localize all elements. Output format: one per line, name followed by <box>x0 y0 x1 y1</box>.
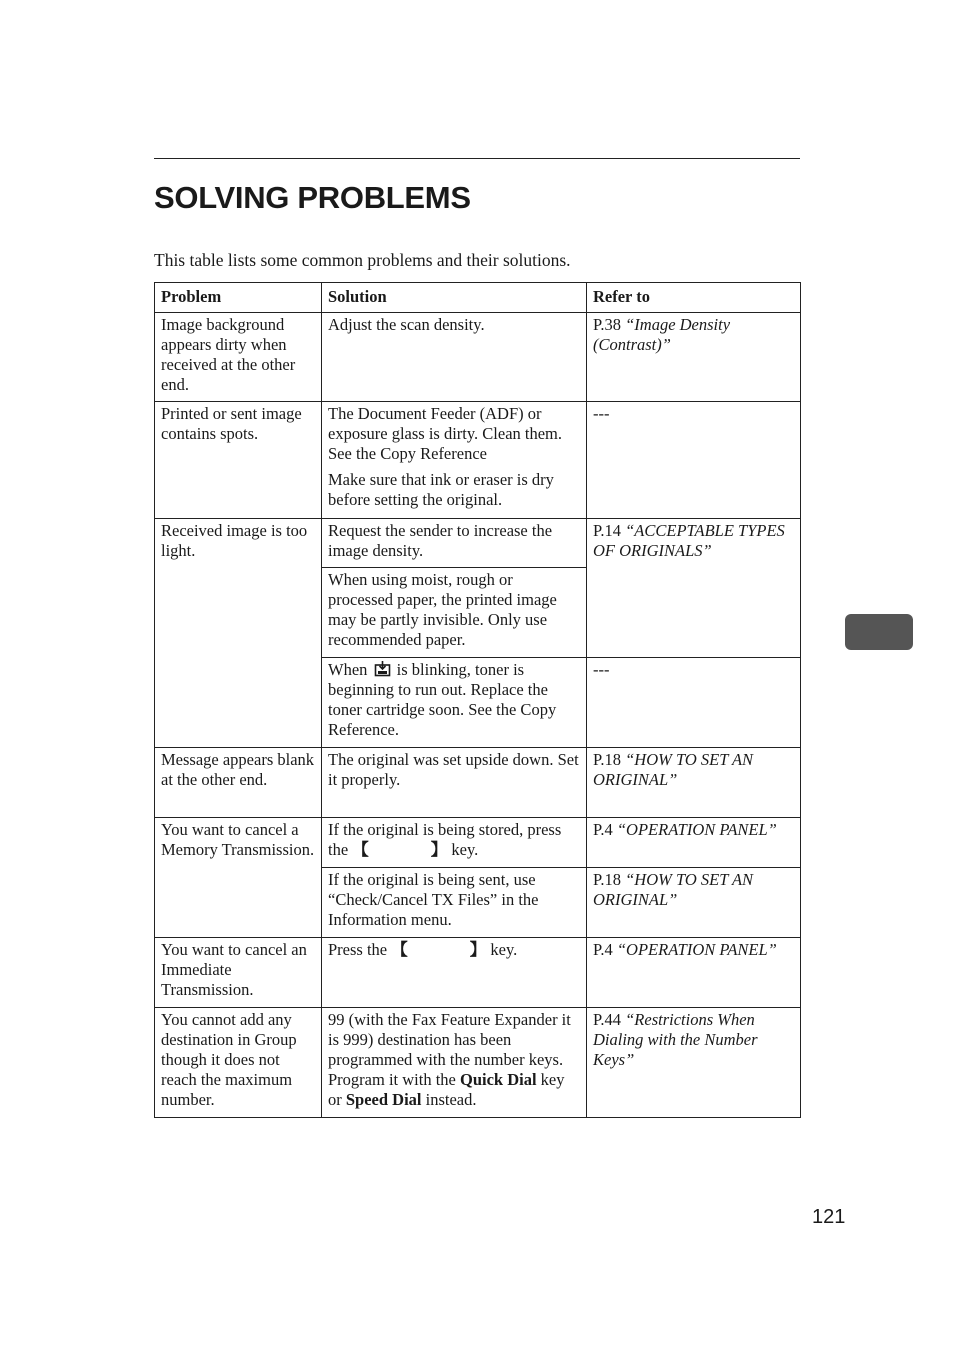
key-bracket-close: 】 <box>469 940 487 959</box>
ref-page: P.38 <box>593 315 621 334</box>
solution-cell <box>322 818 587 868</box>
refer-cell: --- <box>587 402 801 519</box>
refer-cell <box>587 938 801 1008</box>
table-row <box>155 818 801 868</box>
solution-paragraph: Make sure that ink or eraser is dry before setting the original. <box>328 470 554 509</box>
solution-text: Press the <box>328 940 388 959</box>
intro-text: This table lists some common problems and their solutions. <box>154 250 571 270</box>
key-bracket-open: 【 <box>391 940 408 959</box>
table-row <box>155 402 801 519</box>
table-row <box>155 313 801 402</box>
header-problem: Problem <box>155 283 322 313</box>
ref-page: P.18 <box>593 870 621 889</box>
problem-cell: Printed or sent image contains spots. <box>155 402 322 519</box>
refer-cell <box>587 868 801 938</box>
ref-title: “HOW TO SET AN ORIGINAL” <box>593 750 754 789</box>
ref-page: P.44 <box>593 1010 621 1029</box>
solution-text: key. <box>490 940 518 959</box>
solution-cell: Adjust the scan density. <box>322 313 587 402</box>
table-row <box>155 748 801 818</box>
ref-title: “HOW TO SET AN ORIGINAL” <box>593 870 754 909</box>
speed-dial-keyname: Speed Dial <box>345 1090 422 1109</box>
ref-page: P.18 <box>593 750 621 769</box>
refer-cell: --- <box>587 658 801 748</box>
solution-paragraph: The Document Feeder (ADF) or exposure glass is dirty. Clean them. See the Copy Reference <box>328 404 563 463</box>
solution-cell <box>322 658 587 748</box>
page-number: 121 <box>812 1206 846 1228</box>
problem-cell: Received image is too light. <box>155 519 322 748</box>
problem-cell: You want to cancel an Immediate Transmission. <box>155 938 322 1008</box>
solution-text: instead. <box>425 1090 477 1109</box>
ref-page: P.14 <box>593 521 621 540</box>
solution-cell: The original was set upside down. Set it properly. <box>322 748 587 818</box>
solution-cell: When using moist, rough or processed paper, the printed image may be partly invisible. Only use recommended paper. <box>322 568 587 658</box>
ref-title: “ACCEPTABLE TYPES OF ORIGINALS” <box>593 521 785 560</box>
key-bracket-open: 【 <box>352 840 369 859</box>
solution-cell <box>322 938 587 1008</box>
ref-title: “Image Density (Contrast)” <box>593 315 731 354</box>
header-solution: Solution <box>322 283 587 313</box>
refer-cell <box>587 1008 801 1118</box>
solution-cell: Request the sender to increase the image density. <box>322 519 587 568</box>
chapter-tab <box>845 614 913 650</box>
ref-title: “OPERATION PANEL” <box>616 820 777 839</box>
toner-icon <box>374 660 391 677</box>
solution-text: When <box>328 660 368 679</box>
solution-cell: If the original is being sent, use “Check/Cancel TX Files” in the Information menu. <box>322 868 587 938</box>
problem-cell: You cannot add any destination in Group though it does not reach the maximum number. <box>155 1008 322 1118</box>
refer-cell <box>587 748 801 818</box>
refer-cell <box>587 519 801 658</box>
quick-dial-keyname: Quick Dial <box>459 1070 537 1089</box>
solution-text: key or <box>328 1070 565 1109</box>
ref-title: “Restrictions When Dialing with the Number Keys” <box>593 1010 758 1069</box>
ref-page: P.4 <box>593 820 613 839</box>
solution-cell <box>322 1008 587 1118</box>
solution-text: If the original is being stored, press the <box>328 820 562 859</box>
solution-text: 99 (with the Fax Feature Expander it is 999) destination has been programmed with the number keys. Program it with the <box>328 1010 571 1089</box>
problem-cell: You want to cancel a Memory Transmission. <box>155 818 322 938</box>
refer-cell <box>587 818 801 868</box>
problems-table <box>154 282 801 1118</box>
ref-page: P.4 <box>593 940 613 959</box>
table-row <box>155 938 801 1008</box>
ref-title: “OPERATION PANEL” <box>616 940 777 959</box>
header-rule <box>154 158 800 159</box>
solution-cell <box>322 402 587 519</box>
solution-text: key. <box>451 840 479 859</box>
table-row <box>155 519 801 568</box>
table-header-row <box>155 283 801 313</box>
problem-cell: Image background appears dirty when received at the other end. <box>155 313 322 402</box>
page-title: SOLVING PROBLEMS <box>154 180 471 215</box>
refer-cell <box>587 313 801 402</box>
table-row <box>155 1008 801 1118</box>
problem-cell: Message appears blank at the other end. <box>155 748 322 818</box>
solution-text: is blinking, toner is beginning to run out. Replace the toner cartridge soon. See the Copy Reference. <box>328 660 557 739</box>
header-refer-to: Refer to <box>587 283 801 313</box>
key-bracket-close: 】 <box>430 840 448 859</box>
